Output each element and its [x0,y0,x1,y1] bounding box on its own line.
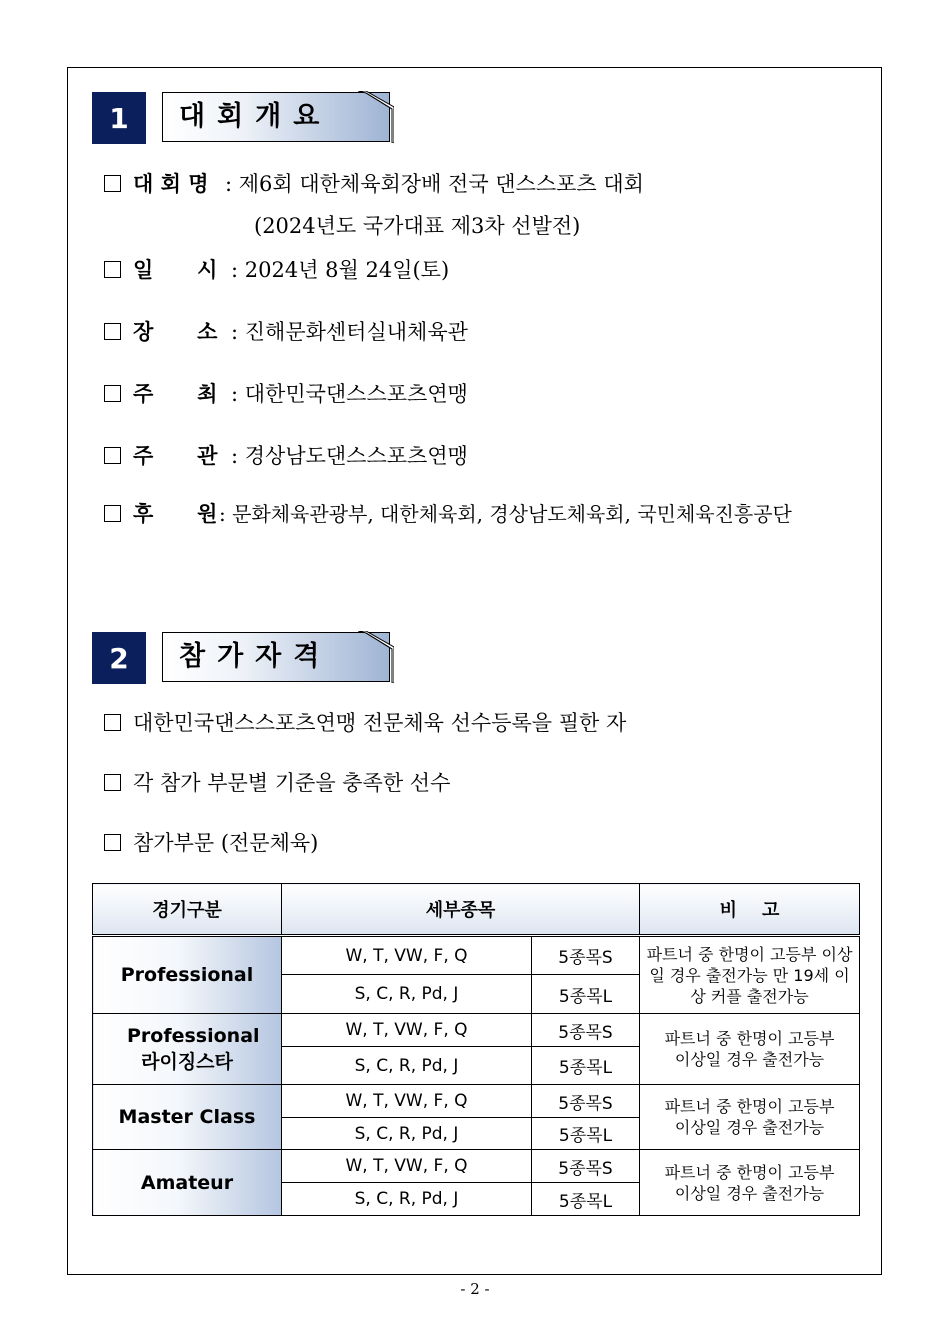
count-cell: 5종목S [532,1014,640,1047]
overview-line [104,318,468,346]
eligibility-text: 대한민국댄스스포츠연맹 전문체육 선수등록을 필한 자 [133,711,627,735]
category-cell: Amateur [93,1150,282,1216]
dances-cell: S, C, R, Pd, J [282,1118,532,1150]
overview-line [104,500,792,528]
overview-line [254,212,580,240]
overview-line [104,170,644,198]
checkbox-icon [104,175,121,192]
section-2-header [92,632,392,684]
section-number: 1 [92,92,146,144]
overview-value: : 2024년 8월 24일(토) [231,258,450,282]
dances-cell: W, T, VW, F, Q [282,1014,532,1047]
header-category: 경기구분 [93,884,282,936]
dances-cell: W, T, VW, F, Q [282,936,532,975]
overview-label: 후 원 [133,502,218,526]
note-cell: 파트너 중 한명이 고등부 이상일 경우 출전가능 [640,1085,860,1150]
section-1-header [92,92,392,144]
overview-label: 일 시 [133,258,218,282]
count-cell: 5종목S [532,1150,640,1183]
page-fold-icon [358,631,394,683]
overview-value: : 경상남도댄스스포츠연맹 [231,444,468,468]
category-cell [93,1014,282,1085]
section-number: 2 [92,632,146,684]
division-table [92,883,860,1216]
count-cell: 5종목L [532,1183,640,1216]
count-cell: 5종목S [532,936,640,975]
section-title: 참가자격 [162,632,390,682]
note-cell: 파트너 중 한명이 고등부 이상일 경우 출전가능 만 19세 이상 커플 출전가능 [640,936,860,1014]
table-row [93,936,860,975]
dances-cell: W, T, VW, F, Q [282,1150,532,1183]
table-row [93,1014,860,1047]
note-cell: 파트너 중 한명이 고등부 이상일 경우 출전가능 [640,1014,860,1085]
checkbox-icon [104,834,121,851]
checkbox-icon [104,505,121,522]
overview-value: (2024년도 국가대표 제3차 선발전) [254,214,581,238]
checkbox-icon [104,714,121,731]
checkbox-icon [104,774,121,791]
eligibility-line [104,829,318,857]
dances-cell: S, C, R, Pd, J [282,1183,532,1216]
dances-cell: W, T, VW, F, Q [282,1085,532,1118]
count-cell: 5종목L [532,975,640,1014]
count-cell: 5종목L [532,1047,640,1085]
eligibility-text: 각 참가 부문별 기준을 충족한 선수 [133,771,451,795]
header-note: 비 고 [640,884,860,936]
note-cell: 파트너 중 한명이 고등부 이상일 경우 출전가능 [640,1150,860,1216]
dances-cell: S, C, R, Pd, J [282,975,532,1014]
checkbox-icon [104,385,121,402]
table-row [93,1150,860,1183]
count-cell: 5종목S [532,1085,640,1118]
page-number: - 2 - [460,1280,490,1298]
eligibility-line [104,769,450,797]
overview-value: : 진해문화센터실내체육관 [231,320,468,344]
category-text: Professional 라이징스타 [127,1025,260,1073]
overview-value: : 대한민국댄스스포츠연맹 [231,382,468,406]
category-cell: Master Class [93,1085,282,1150]
overview-label: 대 회 명 [133,172,209,196]
checkbox-icon [104,323,121,340]
overview-label: 주 최 [133,382,218,406]
header-events: 세부종목 [282,884,640,936]
checkbox-icon [104,261,121,278]
overview-value: : 제6회 대한체육회장배 전국 댄스스포츠 대회 [225,172,644,196]
count-cell: 5종목L [532,1118,640,1150]
eligibility-text: 참가부문 (전문체육) [133,831,319,855]
overview-line [104,380,468,408]
table-header-row [93,884,860,936]
page-fold-icon [358,91,394,143]
overview-line [104,256,449,284]
overview-value: : 문화체육관광부, 대한체육회, 경상남도체육회, 국민체육진흥공단 [219,502,792,526]
section-title: 대회개요 [162,92,390,142]
overview-line [104,442,468,470]
overview-label: 주 관 [133,444,218,468]
dances-cell: S, C, R, Pd, J [282,1047,532,1085]
overview-label: 장 소 [133,320,218,344]
table-row [93,1085,860,1118]
eligibility-line [104,709,626,737]
checkbox-icon [104,447,121,464]
category-cell: Professional [93,936,282,1014]
